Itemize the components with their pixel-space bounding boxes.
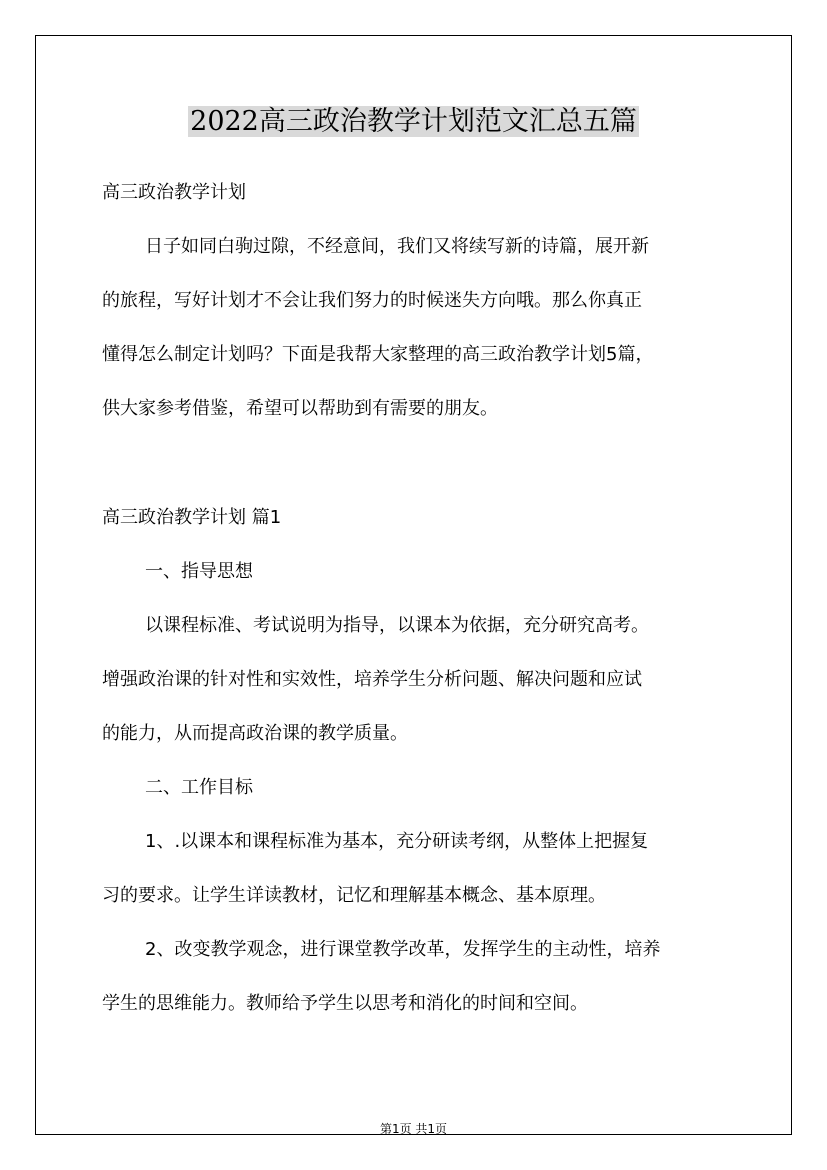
paragraph-line: 2、改变教学观念，进行课堂教学改革，发挥学生的主动性，培养 bbox=[145, 939, 661, 960]
subsection-heading: 二、工作目标 bbox=[145, 777, 253, 798]
paragraph-line: 供大家参考借鉴，希望可以帮助到有需要的朋友。 bbox=[102, 398, 498, 419]
paragraph-line: 1、.以课本和课程标准为基本，充分研读考纲，从整体上把握复 bbox=[145, 831, 649, 852]
paragraph-line: 增强政治课的针对性和实效性，培养学生分析问题、解决问题和应试 bbox=[102, 669, 642, 690]
subsection-heading: 一、指导思想 bbox=[145, 561, 253, 582]
paragraph-line: 的旅程，写好计划才不会让我们努力的时候迷失方向哦。那么你真正 bbox=[102, 290, 642, 311]
paragraph-line: 日子如同白驹过隙，不经意间，我们又将续写新的诗篇，展开新 bbox=[145, 236, 649, 257]
paragraph-line: 以课程标准、考试说明为指导，以课本为依据，充分研究高考。 bbox=[145, 615, 649, 636]
page-footer: 第1页 共1页 bbox=[379, 1122, 448, 1136]
paragraph-line: 习的要求。让学生详读教材，记忆和理解基本概念、基本原理。 bbox=[102, 885, 606, 906]
subtitle: 高三政治教学计划 bbox=[102, 182, 246, 203]
page-border bbox=[35, 35, 792, 1135]
paragraph-line: 的能力，从而提高政治课的教学质量。 bbox=[102, 723, 408, 744]
paragraph-line: 学生的思维能力。教师给予学生以思考和消化的时间和空间。 bbox=[102, 993, 588, 1014]
title-text: 2022高三政治教学计划范文汇总五篇 bbox=[190, 106, 637, 137]
paragraph-line: 懂得怎么制定计划吗？下面是我帮大家整理的高三政治教学计划5篇， bbox=[102, 344, 654, 365]
section-heading: 高三政治教学计划 篇1 bbox=[102, 507, 282, 528]
